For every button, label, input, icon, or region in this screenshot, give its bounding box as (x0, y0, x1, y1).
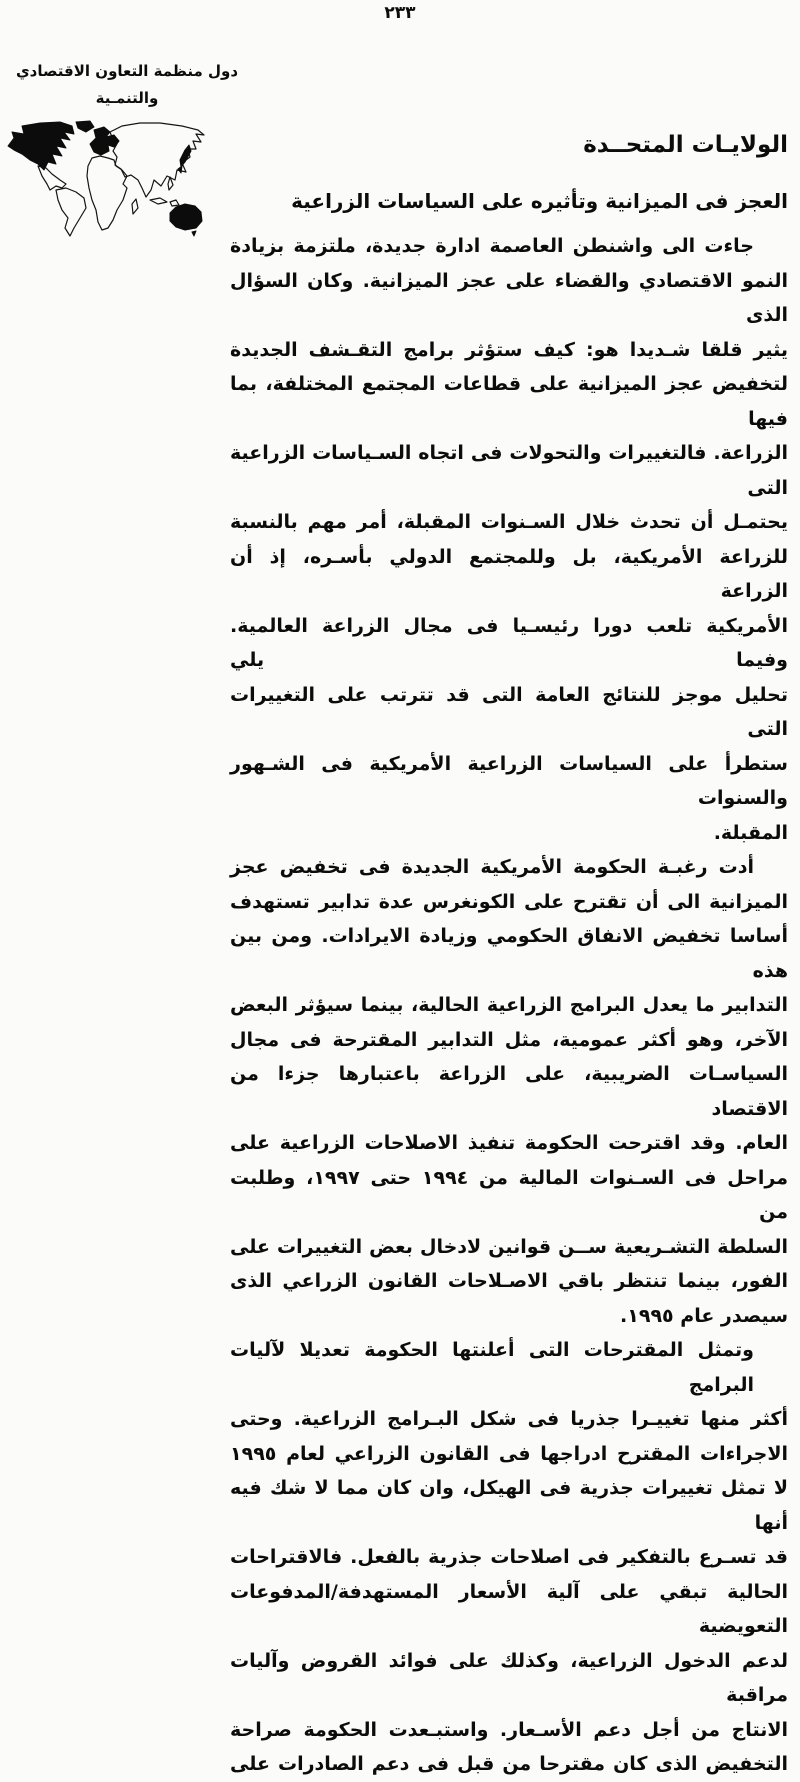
paragraph (230, 850, 788, 1333)
map-greenland-filled (76, 121, 94, 132)
text-line: وتمثل المقترحات التى أعلنتها الحكومة تعديلا لآليات البرامج (230, 1339, 754, 1396)
text-line: سيصدر عام ١٩٩٥. (620, 1304, 788, 1327)
article-body (230, 229, 788, 1782)
paragraph (230, 1333, 788, 1782)
text-line: أساسا تخفيض الانفاق الحكومي وزيادة الايرادات. ومن بين هذه (230, 925, 788, 982)
text-line: للزراعة الأمريكية، بل وللمجتمع الدولي بأسـره، إذ أن الزراعة (230, 545, 788, 602)
text-line: لتخفيض عجز الميزانية على قطاعات المجتمع المختلفة، بما فيها (230, 373, 788, 430)
text-line: السلطة التشـريعية ســن قوانين لادخال بعض التغييرات على (230, 1235, 788, 1258)
map-mexico-outline (38, 166, 66, 190)
world-map-icon (2, 120, 210, 238)
map-madagascar-outline (132, 199, 138, 214)
text-line: يحتمـل أن تحدث خلال السـنوات المقبلة، أمر مهم بالنسبة (230, 511, 788, 533)
text-line: قد تسـرع بالتفكير فى اصلاحات جذرية بالفعل. فالاقتراحات (230, 1546, 788, 1568)
text-line: الأمريكية تلعب دورا رئيسـيا فى مجال الزراعة العالمية. وفيما يلي (230, 614, 788, 671)
text-line: لا تمثل تغييرات جذرية فى الهيكل، وان كان مما لا شك فيه أنها (230, 1477, 788, 1534)
text-line: الاجراءات المقترح ادراجها فى القانون الزراعي لعام ١٩٩٥ (230, 1442, 788, 1465)
article-title: الولايـات المتحــدة (583, 132, 788, 158)
map-caption-line1: دول منظمة التعاون الاقتصادي (15, 62, 239, 80)
article-subtitle: العجز فى الميزانية وتأثيره على السياسات الزراعية (291, 189, 788, 213)
map-caption (4, 58, 250, 112)
text-line: الحالية تبقي على آلية الأسعار المستهدفة/المدفوعات التعويضية (230, 1580, 788, 1637)
text-line: تحليل موجز للنتائج العامة التى قد تترتب على التغييرات التى (230, 683, 788, 740)
text-line: التدابير ما يعدل البرامج الزراعية الحالية، بينما سيؤثر البعض (230, 994, 788, 1016)
article (230, 130, 788, 1782)
text-line: الميزانية الى أن تقترح على الكونغرس عدة تدابير تستهدف (230, 890, 788, 913)
text-line: أكثر منها تغييـرا جذريا فى شكل البـرامج الزراعية. وحتى (230, 1408, 788, 1430)
text-line: السياسـات الضريبية، على الزراعة باعتبارها جزءا من الاقتصاد (230, 1063, 788, 1120)
text-line: العام. وقد اقترحت الحكومة تنفيذ الاصلاحات الزراعية على (230, 1132, 788, 1154)
text-line: الزراعة. فالتغييرات والتحولات فى اتجاه السـياسات الزراعية التى (230, 442, 788, 499)
text-line: يثير قلقا شـديدا هو: كيف ستؤثر برامج التقـشف الجديدة (230, 338, 788, 361)
world-map-oecd (2, 120, 210, 238)
text-line: المقبلة. (713, 821, 788, 844)
text-line: لدعم الدخول الزراعية، وكذلك على فوائد القروض وآليات مراقبة (230, 1649, 788, 1706)
map-north-america-filled (8, 122, 74, 170)
map-africa-outline (87, 156, 127, 230)
map-caption-line2: والتنمـية (95, 89, 159, 107)
text-line: أدت رغبـة الحكومة الأمريكية الجديدة فى تخفيض عجز (230, 856, 754, 878)
text-line: الفور، بينما تنتظر باقي الاصـلاحات القانون الزراعي الذى (230, 1270, 788, 1292)
text-line: الآخر، وهو أكثر عمومية، مثل التدابير المقترحة فى مجال (230, 1028, 788, 1051)
page-number: ٢٣٣ (384, 3, 416, 23)
map-australia-filled (170, 204, 202, 236)
text-line: الانتاج من أجل دعم الأسـعار. واستبـعدت الحكومة صراحة (230, 1718, 788, 1741)
text-line: التخفيض الذى كان مقترحا من قبل فى دعم الصادرات على (230, 1753, 788, 1775)
text-line: مراحل فى السـنوات المالية من ١٩٩٤ حتى ١٩٩٧، وطلبت من (230, 1166, 789, 1223)
map-indonesia-outline (150, 198, 179, 206)
map-south-america-outline (56, 188, 86, 236)
paragraph (230, 229, 788, 850)
map-europe-filled (90, 127, 119, 155)
text-line: النمو الاقتصادي والقضاء على عجز الميزانية. وكان السؤال الذى (230, 269, 788, 326)
text-line: جاءت الى واشنطن العاصمة ادارة جديدة، ملتزمة بزيادة (230, 235, 754, 257)
text-line: ستطرأ على السياسات الزراعية الأمريكية فى الشـهور والسنوات (230, 752, 788, 809)
